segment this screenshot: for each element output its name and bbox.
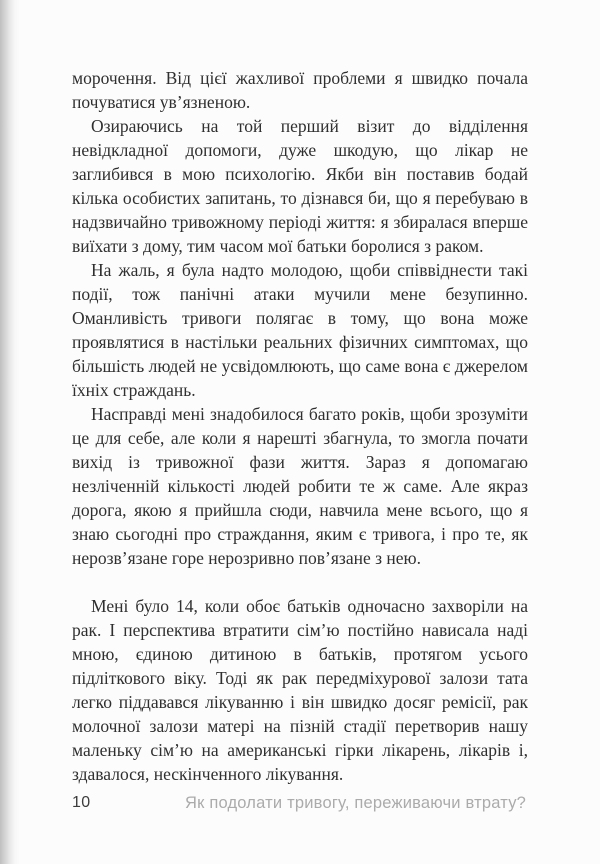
text-section-2: [72, 594, 528, 786]
text-section-1: [72, 66, 528, 570]
page-edge-shadow: [0, 0, 20, 864]
body-text-block: [72, 66, 528, 786]
page-number: 10: [72, 794, 91, 811]
paragraph-continuation: морочення. Від цієї жахливої проблеми я швидко почала почуватися ув’язненою.: [72, 68, 528, 112]
paragraph: Озираючись на той перший візит до відділення невідкладної допомоги, дуже шкодую, що лікар не заглибився в мою психологію. Якби він поставив бодай кілька особистих запитань, то дізнався би, що я перебуваю в надзвичайно тривожному періоді життя: я збиралася вперше виїхати з дому, тим часом мої батьки боролися з раком.: [72, 116, 528, 256]
paragraph: Насправді мені знадобилося багато років, щоби зрозуміти це для себе, але коли я нарешті збагнула, то змогла почати вихід із тривожної фази життя. Зараз я допомагаю незліченній кількості людей робити те ж саме. Але якраз дорога, якою я прийшла сюди, навчила мене всього, що я знаю сьогодні про страждання, яким є тривога, і про те, як нерозв’язане горе нерозривно пов’язане з нею.: [72, 404, 528, 568]
running-title: Як подолати тривогу, переживаючи втрату?: [185, 794, 527, 812]
page-footer: [0, 794, 600, 816]
paragraph: Мені було 14, коли обоє батьків одночасно захворіли на рак. І перспектива втратити сім’ю постійно нависала наді мною, єдиною дитиною в батьків, протягом усього підліткового віку. Тоді як рак передміхурової залози тата легко піддавався лікуванню і він швидко досяг ремісії, рак молочної залози матері на пізній стадії перетворив нашу маленьку сім’ю на американські гірки лікарень, лікарів і, здавалося, нескінченного лікування.: [72, 596, 528, 784]
paragraph: На жаль, я була надто молодою, щоби співвіднести такі події, тож панічні атаки мучили мене безупинно. Оманливість тривоги полягає в тому, що вона може проявлятися в настільки реальних фізичних симптомах, що більшість людей не усвідомлюють, що саме вона є джерелом їхніх страждань.: [72, 260, 528, 400]
